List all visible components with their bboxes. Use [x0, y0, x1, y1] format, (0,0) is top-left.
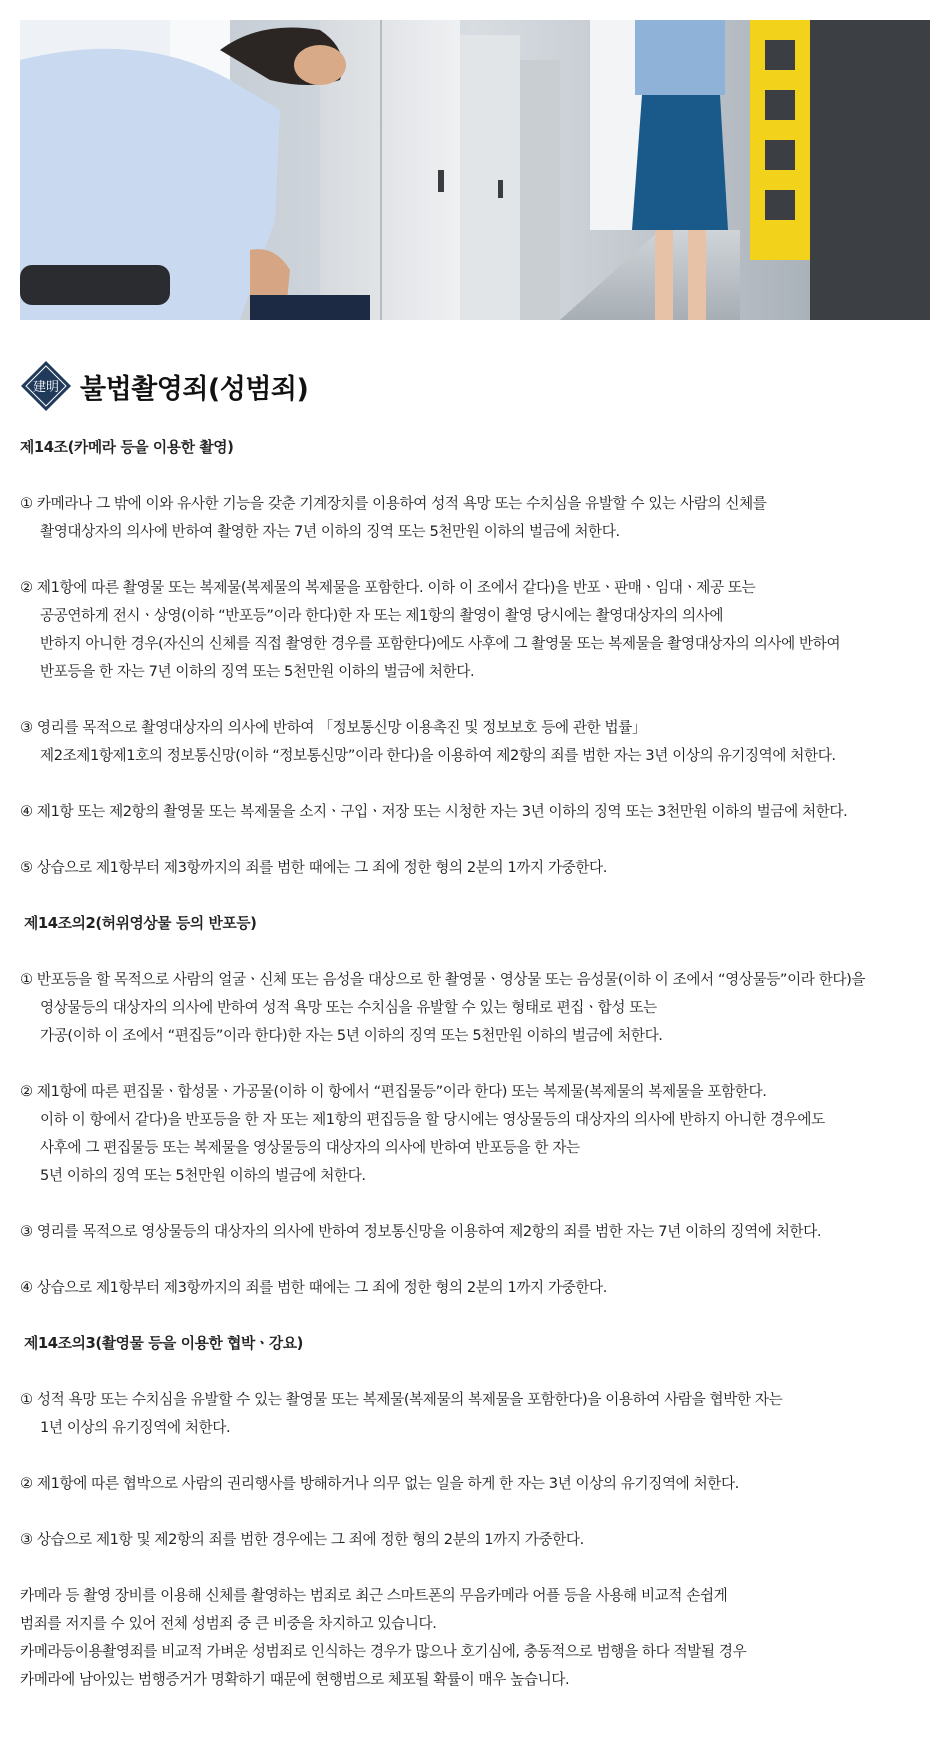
- clause-line: 1년 이상의 유기징역에 처한다.: [40, 1419, 231, 1436]
- clause-line: 제2조제1항제1호의 정보통신망(이하 “정보통신망”이라 한다)을 이용하여 제2항의 죄를 범한 자는 3년 이상의 유기징역에 처한다.: [40, 747, 836, 764]
- spacer: [20, 882, 935, 910]
- law-articles: [20, 434, 935, 1694]
- spacer: [20, 1246, 935, 1274]
- clause-line: 반하지 아니한 경우(자신의 신체를 직접 촬영한 경우를 포함한다)에도 사후에 그 촬영물 또는 복제물을 촬영대상자의 의사에 반하여: [40, 635, 841, 652]
- summary-line: 카메라 등 촬영 장비를 이용해 신체를 촬영하는 범죄로 최근 스마트폰의 무음카메라 어플 등을 사용해 비교적 손쉽게: [20, 1587, 728, 1604]
- clause-line: 영상물등의 대상자의 의사에 반하여 성적 욕망 또는 수치심을 유발할 수 있는 형태로 편집ㆍ합성 또는: [40, 999, 657, 1016]
- clause: [20, 1386, 935, 1442]
- clause: [20, 1218, 935, 1246]
- clause-line: ① 카메라나 그 밖에 이와 유사한 기능을 갖춘 기계장치를 이용하여 성적 욕망 또는 수치심을 유발할 수 있는 사람의 신체를: [20, 495, 767, 512]
- title-row: [20, 360, 308, 412]
- clause-line: 공공연하게 전시ㆍ상영(이하 “반포등”이라 한다)한 자 또는 제1항의 촬영이 촬영 당시에는 촬영대상자의 의사에: [40, 607, 724, 624]
- article-heading: 제14조의3(촬영물 등을 이용한 협박ㆍ강요): [24, 1335, 303, 1352]
- clause-line: ⑤ 상습으로 제1항부터 제3항까지의 죄를 범한 때에는 그 죄에 정한 형의 2분의 1까지 가중한다.: [20, 859, 607, 876]
- spacer: [20, 1358, 935, 1386]
- clause-line: 가공(이하 이 조에서 “편집등”이라 한다)한 자는 5년 이하의 징역 또는 5천만원 이하의 벌금에 처한다.: [40, 1027, 663, 1044]
- article-heading: 제14조(카메라 등을 이용한 촬영): [20, 439, 234, 456]
- law-firm-logo: [20, 360, 72, 412]
- clause-line: 촬영대상자의 의사에 반하여 촬영한 자는 7년 이하의 징역 또는 5천만원 이하의 벌금에 처한다.: [40, 523, 620, 540]
- clause: [20, 798, 935, 826]
- clause-line: 사후에 그 편집물등 또는 복제물을 영상물등의 대상자의 의사에 반하여 반포등을 한 자는: [40, 1139, 580, 1156]
- spacer: [20, 1302, 935, 1330]
- clause-line: ④ 상습으로 제1항부터 제3항까지의 죄를 범한 때에는 그 죄에 정한 형의 2분의 1까지 가중한다.: [20, 1279, 607, 1296]
- clause-line: ① 성적 욕망 또는 수치심을 유발할 수 있는 촬영물 또는 복제물(복제물의 복제물을 포함한다)을 이용하여 사람을 협박한 자는: [20, 1391, 783, 1408]
- article-heading: 제14조의2(허위영상물 등의 반포등): [24, 915, 257, 932]
- clause: [20, 1526, 935, 1554]
- spacer: [20, 1190, 935, 1218]
- hero-photo-illustration: [20, 20, 930, 320]
- clause: [20, 490, 935, 546]
- clause-line: ② 제1항에 따른 협박으로 사람의 권리행사를 방해하거나 의무 없는 일을 하게 한 자는 3년 이상의 유기징역에 처한다.: [20, 1475, 739, 1492]
- spacer: [20, 1498, 935, 1526]
- clause-line: ③ 상습으로 제1항 및 제2항의 죄를 범한 경우에는 그 죄에 정한 형의 2분의 1까지 가중한다.: [20, 1531, 584, 1548]
- clause-line: 반포등을 한 자는 7년 이하의 징역 또는 5천만원 이하의 벌금에 처한다.: [40, 663, 475, 680]
- spacer: [20, 1554, 935, 1582]
- spacer: [20, 1442, 935, 1470]
- summary-line: 카메라에 남아있는 범행증거가 명확하기 때문에 현행범으로 체포될 확률이 매우 높습니다.: [20, 1671, 570, 1688]
- clause: [20, 574, 935, 686]
- summary-line: 카메라등이용촬영죄를 비교적 가벼운 성범죄로 인식하는 경우가 많으나 호기심에, 충동적으로 범행을 하다 적발될 경우: [20, 1643, 747, 1660]
- clause: [20, 714, 935, 770]
- clause: [20, 1274, 935, 1302]
- clause: [20, 966, 935, 1050]
- page-title: 불법촬영죄(성범죄): [80, 373, 309, 405]
- clause-line: ④ 제1항 또는 제2항의 촬영물 또는 복제물을 소지ㆍ구입ㆍ저장 또는 시청한 자는 3년 이하의 징역 또는 3천만원 이하의 벌금에 처한다.: [20, 803, 848, 820]
- clause-line: ② 제1항에 따른 촬영물 또는 복제물(복제물의 복제물을 포함한다. 이하 이 조에서 같다)을 반포ㆍ판매ㆍ임대ㆍ제공 또는: [20, 579, 756, 596]
- clause-line: ② 제1항에 따른 편집물ㆍ합성물ㆍ가공물(이하 이 항에서 “편집물등”이라 한다) 또는 복제물(복제물의 복제물을 포함한다.: [20, 1083, 767, 1100]
- summary-line: 범죄를 저지를 수 있어 전체 성범죄 중 큰 비중을 차지하고 있습니다.: [20, 1615, 437, 1632]
- spacer: [20, 938, 935, 966]
- clause-line: ① 반포등을 할 목적으로 사람의 얼굴ㆍ신체 또는 음성을 대상으로 한 촬영물ㆍ영상물 또는 음성물(이하 이 조에서 “영상물등”이라 한다)을: [20, 971, 866, 988]
- spacer: [20, 770, 935, 798]
- clause: [20, 854, 935, 882]
- clause-line: ③ 영리를 목적으로 촬영대상자의 의사에 반하여 「정보통신망 이용촉진 및 정보보호 등에 관한 법률」: [20, 719, 647, 736]
- spacer: [20, 546, 935, 574]
- spacer: [20, 462, 935, 490]
- hero-image: [20, 20, 930, 320]
- clause-line: 이하 이 항에서 같다)을 반포등을 한 자 또는 제1항의 편집등을 할 당시에는 영상물등의 대상자의 의사에 반하지 아니한 경우에도: [40, 1111, 825, 1128]
- spacer: [20, 1050, 935, 1078]
- clause-line: ③ 영리를 목적으로 영상물등의 대상자의 의사에 반하여 정보통신망을 이용하여 제2항의 죄를 범한 자는 7년 이하의 징역에 처한다.: [20, 1223, 822, 1240]
- spacer: [20, 686, 935, 714]
- spacer: [20, 826, 935, 854]
- clause: [20, 1078, 935, 1190]
- clause-line: 5년 이하의 징역 또는 5천만원 이하의 벌금에 처한다.: [40, 1167, 366, 1184]
- logo-text: 建明: [32, 380, 60, 395]
- clause: [20, 1470, 935, 1498]
